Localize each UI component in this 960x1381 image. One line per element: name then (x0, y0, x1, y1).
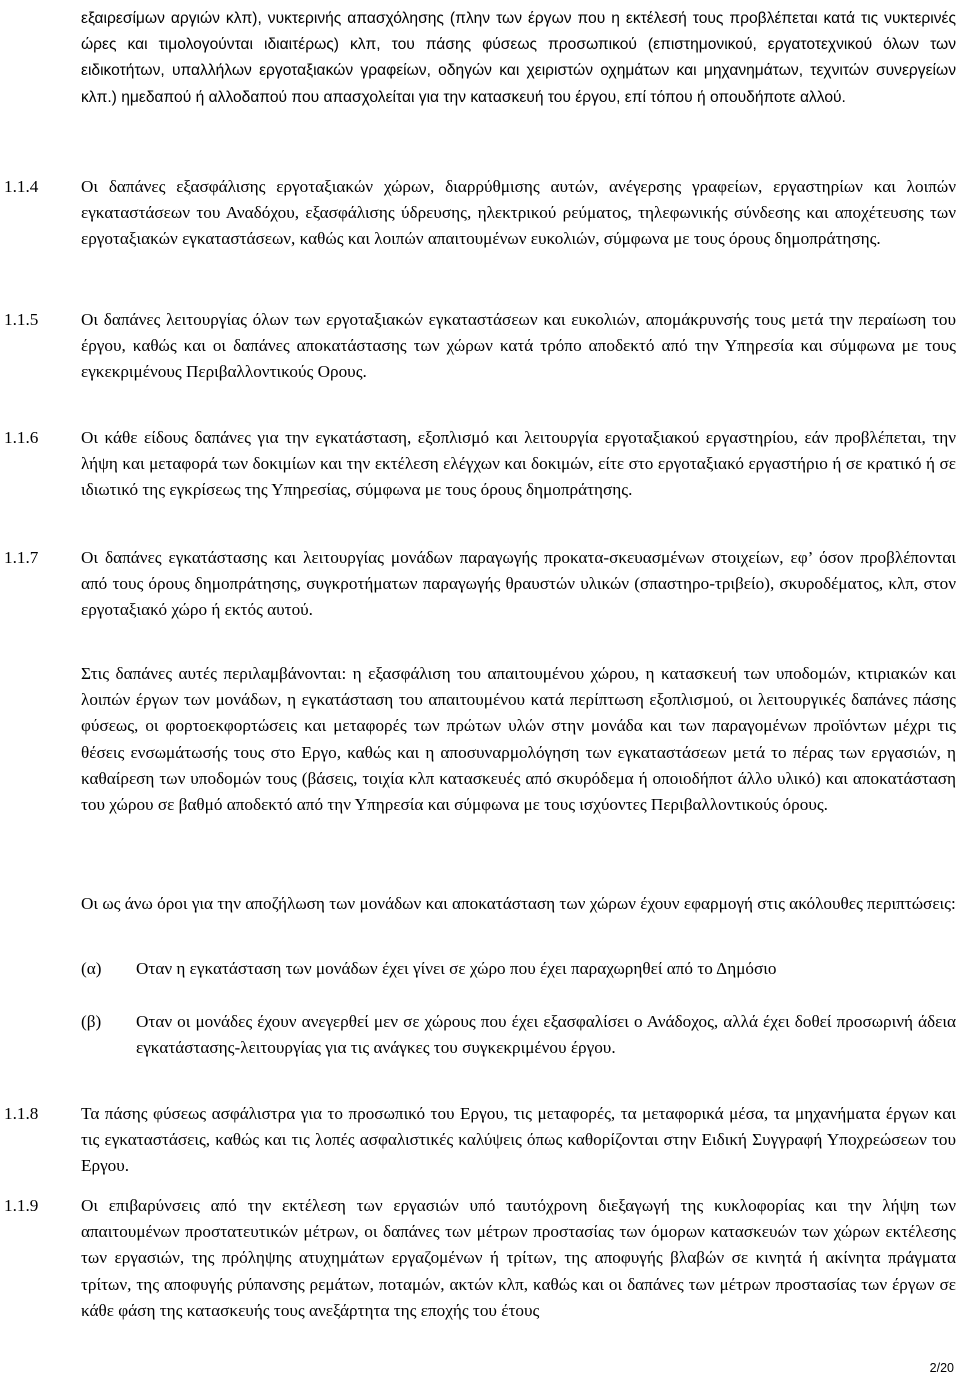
section-text: Οι δαπάνες εξασφάλισης εργοταξιακών χώρων, διαρρύθμισης αυτών, ανέγερσης γραφείων, εργαστηρίων και λοιπών εγκαταστάσεων του Αναδόχου, εξασφάλισης ύδρευσης, ηλεκτρικού ρεύματος, τηλεφωνικής σύνδεσης και αποχέτευσης των εργοταξιακών εγκαταστάσεων, καθώς και λοιπών απαιτουμένων ευκολιών, σύμφωνα με τους όρους δημοπράτησης. (81, 177, 956, 249)
section-number: 1.1.9 (4, 1196, 39, 1215)
page-number: 2/20 (929, 1361, 954, 1375)
list-item-text: Οταν η εγκατάσταση των μονάδων έχει γίνει σε χώρο που έχει παραχωρηθεί από το Δημόσιο (136, 959, 777, 978)
section-number: 1.1.5 (4, 310, 39, 329)
section-text: Οι κάθε είδους δαπάνες για την εγκατάσταση, εξοπλισμό και λειτουργία εργοταξιακού εργαστηρίου, εάν προβλέπεται, την λήψη και μεταφορά των δοκιμίων και την εκτέλεση ελέγχων και δοκιμών, είτε στο εργοταξιακό εργαστήριο ή σε κρατικό ή σε ιδιωτικό της εγκρίσεως της Υπηρεσίας, σύμφωνα με τους όρους δημοπράτησης. (81, 428, 956, 500)
section-number: 1.1.6 (4, 428, 39, 447)
list-item-text: Οταν οι μονάδες έχουν ανεγερθεί μεν σε χώρους που έχει εξασφαλίσει ο Ανάδοχος, αλλά έχει δοθεί προσωρινή άδεια εγκατάστασης-λειτουργίας για τις ανάγκες του συγκεκριμένου έργου. (136, 1012, 956, 1058)
section-text: Οι επιβαρύνσεις από την εκτέλεση των εργασιών υπό ταυτόχρονη διεξαγωγή της κυκλοφορίας και την λήψη των απαιτουμένων προστατευτικών μέτρων, οι δαπάνες των μέτρων προστασίας των όμορων κατασκευών των χώρων εκτέλεσης των εργασιών, της πρόληψης ατυχημάτων εργαζομένων ή τρίτων, της αποφυγής βλαβών σε κινητά ή ακίνητα πράγματα τρίτων, της αποφυγής ρύπανσης ρεμάτων, ποταμών, ακτών κλπ, καθώς και οι δαπάνες των μέτρων προστασίας των έργων σε κάθε φάση της κατασκευής τους ανεξάρτητα της εποχής του έτους (81, 1196, 956, 1320)
section-text: Οι δαπάνες λειτουργίας όλων των εργοταξιακών εγκαταστάσεων και ευκολιών, απομάκρυνσής τους μετά την περαίωση του έργου, καθώς και οι δαπάνες αποκατάστασης των χώρων κατά τρόπο αποδεκτό από την Υπηρεσία και σύμφωνα με τους εγκεκριμένους Περιβαλλοντικούς Ορους. (81, 310, 956, 382)
intro-paragraph: εξαιρεσίμων αργιών κλπ), νυκτερινής απασχόλησης (πλην των έργων που η εκτέλεσή τους προβλέπεται κατά τις νυκτερινές ώρες και τιμολογούνται ιδιαιτέρως) κλπ, του πάσης φύσεως προσωπικού (επιστημονικού, εργατοτεχνικού όλων των ειδικοτήτων, υπαλλήλων εργοταξιακών γραφείων, οδηγών και χειριστών οχημάτων και μηχανημάτων, τεχνιτών συνεργείων κλπ.) ημεδαπού ή αλλοδαπού που απασχολείται για την κατασκευή του έργου, επί τόπου ή οπουδήποτε αλλού. (81, 10, 956, 106)
section-paragraph: Οι ως άνω όροι για την αποζήλωση των μονάδων και αποκατάσταση των χώρων έχουν εφαρμογή στις ακόλουθες περιπτώσεις: (81, 894, 956, 913)
section-number: 1.1.7 (4, 548, 39, 567)
section-text: Τα πάσης φύσεως ασφάλιστρα για το προσωπικό του Εργου, τις μεταφορές, τα μεταφορικά μέσα, τα μηχανήματα έργων και τις εγκαταστάσεις, καθώς και τις λοπές ασφαλιστικές καλύψεις όπως καθορίζονται στην Ειδική Συγγραφή Υποχρεώσεων του Εργου. (81, 1104, 956, 1176)
section-number: 1.1.4 (4, 177, 39, 196)
list-item-label: (β) (81, 1012, 102, 1031)
list-item-label: (α) (81, 959, 102, 978)
section-paragraph: Στις δαπάνες αυτές περιλαμβάνονται: η εξασφάλιση του απαιτουμένου χώρου, η κατασκευή των υποδομών, κτιριακών και λοιπών έργων των μονάδων, η εγκατάσταση του απαιτουμένου κατά περίπτωση εξοπλισμού, οι λειτουργικές δαπάνες πάσης φύσεως, οι φορτοεκφορτώσεις και μεταφορές των πρώτων υλών στην μονάδα και των παραγομένων προϊόντων μέχρι τις θέσεις ενσωμάτωσής τους στο Εργο, καθώς και η αποσυναρμολόγηση των εγκαταστάσεων μετά το πέρας των εργασιών, η καθαίρεση των υποδομών τους (βάσεις, τοιχία κλπ κατασκευές από σκυρόδεμα ή οποιοδήποτ άλλο υλικό) και αποκατάσταση του χώρου σε βαθμό αποδεκτό από την Υπηρεσία και σύμφωνα με τους ισχύοντες Περιβαλλοντικούς όρους. (81, 664, 956, 815)
section-number: 1.1.8 (4, 1104, 39, 1123)
section-text: Οι δαπάνες εγκατάστασης και λειτουργίας μονάδων παραγωγής προκατα-σκευασμένων στοιχείων, εφ’ όσον προβλέπονται από τους όρους δημοπράτησης, συγκροτήματων παραγωγής θραυστών υλικών (σπαστηρο-τριβείο), σκυροδέματος, κλπ, στον εργοταξιακό χώρο ή εκτός αυτού. (81, 548, 956, 620)
